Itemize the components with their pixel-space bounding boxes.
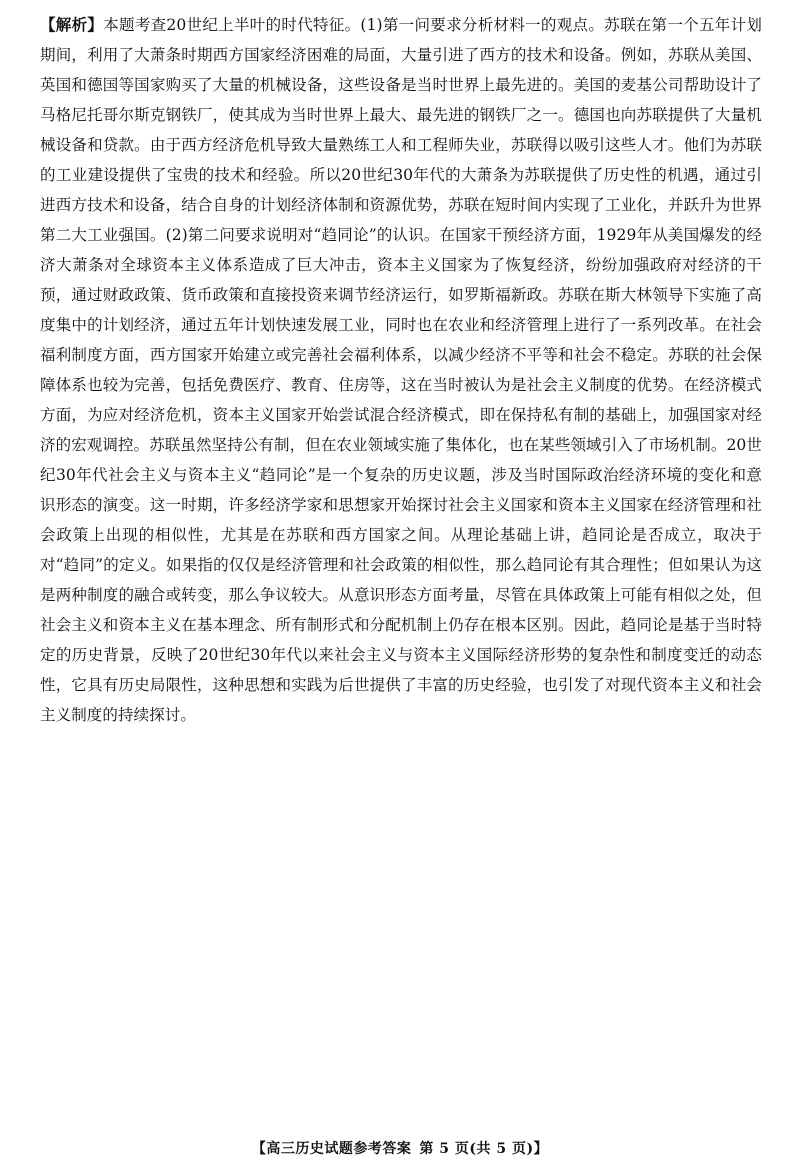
footer-page-number: 第 5 页(共 5 页)】: [419, 1141, 549, 1157]
analysis-tag: 【解析】: [40, 15, 104, 34]
analysis-paragraph: [40, 10, 762, 730]
page-footer: [0, 1138, 800, 1158]
footer-title: 【高三历史试题参考答案: [251, 1141, 412, 1157]
analysis-text: 本题考查20世纪上半叶的时代特征。(1)第一问要求分析材料一的观点。苏联在第一个五年计划期间，利用了大萧条时期西方国家经济困难的局面，大量引进了西方的技术和设备。例如，苏联从美国、英国和德国等国家购买了大量的机械设备，这些设备是当时世界上最先进的。美国的麦基公司帮助设计了马格尼托哥尔斯克钢铁厂，使其成为当时世界上最大、最先进的钢铁厂之一。德国也向苏联提供了大量机械设备和贷款。由于西方经济危机导致大量熟练工人和工程师失业，苏联得以吸引这些人才。他们为苏联的工业建设提供了宝贵的技术和经验。所以20世纪30年代的大萧条为苏联提供了历史性的机遇，通过引进西方技术和设备，结合自身的计划经济体制和资源优势，苏联在短时间内实现了工业化，并跃升为世界第二大工业强国。(2)第二问要求说明对“趋同论”的认识。在国家干预经济方面，1929年从美国爆发的经济大萧条对全球资本主义体系造成了巨大冲击，资本主义国家为了恢复经济，纷纷加强政府对经济的干预，通过财政政策、货币政策和直接投资来调节经济运行，如罗斯福新政。苏联在斯大林领导下实施了高度集中的计划经济，通过五年计划快速发展工业，同时也在农业和经济管理上进行了一系列改革。在社会福利制度方面，西方国家开始建立或完善社会福利体系，以减少经济不平等和社会不稳定。苏联的社会保障体系也较为完善，包括免费医疗、教育、住房等，这在当时被认为是社会主义制度的优势。在经济模式方面，为应对经济危机，资本主义国家开始尝试混合经济模式，即在保持私有制的基础上，加强国家对经济的宏观调控。苏联虽然坚持公有制，但在农业领域实施了集体化，也在某些领域引入了市场机制。20世纪30年代社会主义与资本主义“趋同论”是一个复杂的历史议题，涉及当时国际政治经济环境的变化和意识形态的演变。这一时期，许多经济学家和思想家开始探讨社会主义国家和资本主义国家在经济管理和社会政策上出现的相似性，尤其是在苏联和西方国家之间。从理论基础上讲，趋同论是否成立，取决于对“趋同”的定义。如果指的仅仅是经济管理和社会政策的相似性，那么趋同论有其合理性；但如果认为这是两种制度的融合或转变，那么争议较大。从意识形态方面考量，尽管在具体政策上可能有相似之处，但社会主义和资本主义在基本理念、所有制形式和分配机制上仍存在根本区别。因此，趋同论是基于当时特定的历史背景，反映了20世纪30年代以来社会主义与资本主义国际经济形势的复杂性和制度变迁的动态性，它具有历史局限性，这种思想和实践为后世提供了丰富的历史经验，也引发了对现代资本主义和社会主义制度的持续探讨。: [40, 16, 762, 724]
